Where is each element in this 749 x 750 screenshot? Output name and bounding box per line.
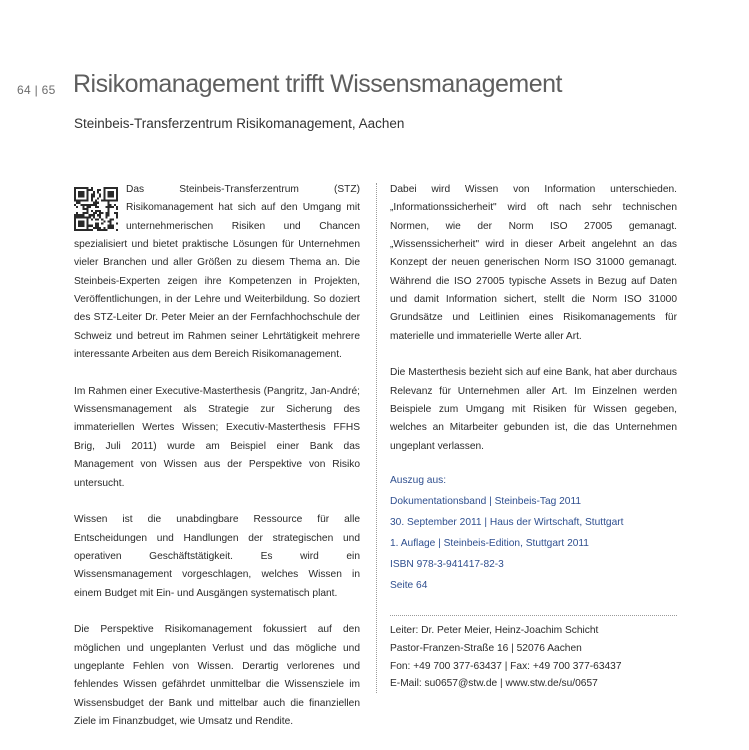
page-numbers: 64 | 65 (17, 83, 56, 97)
qr-code-icon (74, 187, 118, 231)
excerpt-isbn: ISBN 978-3-941417-82-3 (390, 559, 504, 570)
right-column (390, 181, 677, 475)
paragraph: Wissen ist die unabdingbare Ressource für alle Entscheidungen und Handlungen der strategischen und operativen Geschäftstätigkeit. Es wird ein Wissensmanagement vorgeschlagen, welches Wissen in einem Budget mit Ein- und Ausgängen systematisch plant. (74, 514, 360, 599)
excerpt-line: 30. September 2011 | Haus der Wirtschaft, Stuttgart (390, 517, 624, 528)
contact-block (390, 622, 690, 693)
page-subtitle: Steinbeis-Transferzentrum Risikomanagement, Aachen (74, 116, 405, 131)
paragraph-text: Das Steinbeis-Transferzentrum (STZ) Risikomanagement hat sich auf den Umgang mit unternehmerischen Risiken und Chancen spezialisiert und bietet praktische Lösungen für Unternehmen vieler Branchen und aller Größen zu diesem Thema an. Die Steinbeis-Experten zeigen ihre Kompetenzen in Projekten, Veröffentlichungen, in der Lehre und Weiterbildung. So doziert des STZ-Leiter Dr. Peter Meier an der Fernfachhochschule der Schweiz und betreut im Rahmen seiner Lehrtätigkeit mehrere interessante Arbeiten aus dem Bereich Risikomanagement. (74, 184, 360, 361)
column-divider (376, 183, 377, 693)
paragraph (74, 181, 360, 364)
contact-divider (390, 615, 677, 616)
excerpt-line: Dokumentationsband | Steinbeis-Tag 2011 (390, 496, 582, 507)
contact-email-web: E-Mail: su0657@stw.de | www.stw.de/su/0657 (390, 678, 598, 690)
paragraph: Die Masterthesis bezieht sich auf eine Bank, hat aber durchaus Relevanz für Unternehmen aller Art. Im Einzelnen werden Beispiele zum Umgang mit Risiken für Wissen gegeben, welches an Mitarbeiter gebunden ist, die das Unternehmen ungeplant verlassen. (390, 367, 677, 452)
page-title: Risikomanagement trifft Wissensmanagement (73, 70, 562, 98)
paragraph: Dabei wird Wissen von Information unterschieden. „Informationssicherheit" wird oft nach sehr technischen Normen, wie der Norm ISO 27005 gemanagt. „Wissenssicherheit" wird in dieser Arbeit angelehnt an das Konzept der neuen generischen Norm ISO 31000 gemanagt. Während die ISO 27005 typische Assets in Bezug auf Daten und damit Information sichert, stellt die Norm ISO 31000 Grundsätze und Leitlinien eines Risikomanagements für materielle und immaterielle Werte aller Art. (390, 184, 677, 342)
contact-address: Pastor-Franzen-Straße 16 | 52076 Aachen (390, 642, 582, 654)
excerpt-label: Auszug aus: (390, 475, 447, 486)
excerpt-line: 1. Auflage | Steinbeis-Edition, Stuttgart 2011 (390, 538, 589, 549)
excerpt-page: Seite 64 (390, 580, 428, 591)
contact-phone: Fon: +49 700 377-63437 | Fax: +49 700 377-63437 (390, 660, 622, 672)
paragraph: Im Rahmen einer Executive-Masterthesis (Pangritz, Jan-André; Wissensmanagement als Strategie zur Sicherung des immateriellen Wertes Wissen; Executiv-Masterthesis FFHS Brig, Juli 2011) wurde am Beispiel einer Bank das Management von Wissen aus der Perspektive von Risiko untersucht. (74, 385, 360, 489)
excerpt-block (390, 470, 690, 596)
paragraph: Die Perspektive Risikomanagement fokussiert auf den möglichen und ungeplanten Verlust und das mögliche und ungeplante Fehlen von Wissen. Derartig verlorenes und fehlendes Wissen gefährdet unmittelbar die Wissensziele im Wissensbudget der Bank und mittelbar auch die finanziellen Ziele im Finanzbudget, wie Umsatz und Rendite. (74, 624, 360, 727)
contact-leader: Leiter: Dr. Peter Meier, Heinz-Joachim Schicht (390, 625, 599, 636)
left-column (74, 181, 360, 750)
